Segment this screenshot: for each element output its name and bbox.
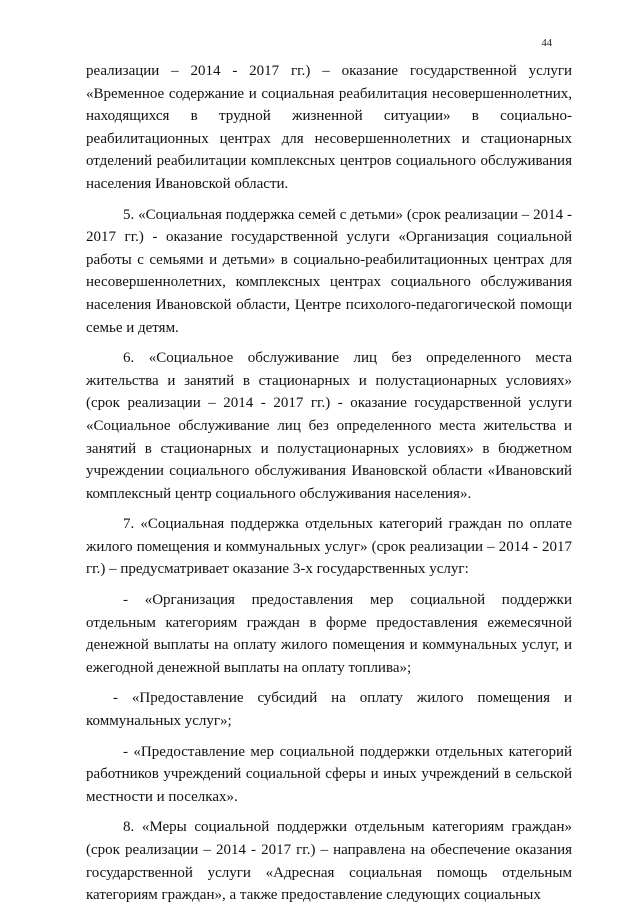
paragraph-item-7: 7. «Социальная поддержка отдельных категорий граждан по оплате жилого помещения и коммунальных услуг» (срок реализации – 2014 - 2017 гг.) – предусматривает оказание 3-х государственных услуг: <box>86 516 572 578</box>
document-body <box>86 60 572 915</box>
list-item-service-2: - «Предоставление субсидий на оплату жилого помещения и коммунальных услуг»; <box>86 690 572 730</box>
page-number: 44 <box>541 38 552 49</box>
list-item-service-1: - «Организация предоставления мер социальной поддержки отдельным категориям граждан в форме предоставления ежемесячной денежной выплаты на оплату жилого помещения и коммунальных услуг, и ежегодной денежной выплаты на оплату топлива»; <box>86 592 572 676</box>
list-item-service-3: - «Предоставление мер социальной поддержки отдельных категорий работников учреждений социальной сферы и иных учреждений в сельской местности и поселках». <box>86 743 572 805</box>
paragraph-item-8: 8. «Меры социальной поддержки отдельным категориям граждан» (срок реализации – 2014 - 2017 гг.) – направлена на обеспечение оказания государственной услуги «Адресная социальная помощь отдельным категориям граждан», а также предоставление следующих социальных <box>86 819 572 904</box>
paragraph-item-6: 6. «Социальное обслуживание лиц без определенного места жительства и занятий в стационарных и полустационарных условиях» (срок реализации – 2014 - 2017 гг.) - оказание государственной услуги «Социальное обслуживание лиц без определенного места жительства и занятий в стационарных и полустационарных условиях» в бюджетном учреждении социального обслуживания Ивановской области «Ивановский комплексный центр социального обслуживания населения». <box>86 350 572 502</box>
paragraph-continuation: реализации – 2014 - 2017 гг.) – оказание государственной услуги «Временное содержание и социальная реабилитация несовершеннолетних, находящихся в трудной жизненной ситуации» в социально-реабилитационных центрах для несовершеннолетних и стационарных отделений реабилитации комплексных центров социального обслуживания населения Ивановской области. <box>86 63 572 192</box>
paragraph-item-5: 5. «Социальная поддержка семей с детьми» (срок реализации – 2014 - 2017 гг.) - оказание государственной услуги «Организация социальной работы с семьями и детьми» в социально-реабилитационных центрах для несовершеннолетних, комплексных центрах социального обслуживания населения Ивановской области, Центре психолого-педагогической помощи семье и детям. <box>86 206 572 336</box>
